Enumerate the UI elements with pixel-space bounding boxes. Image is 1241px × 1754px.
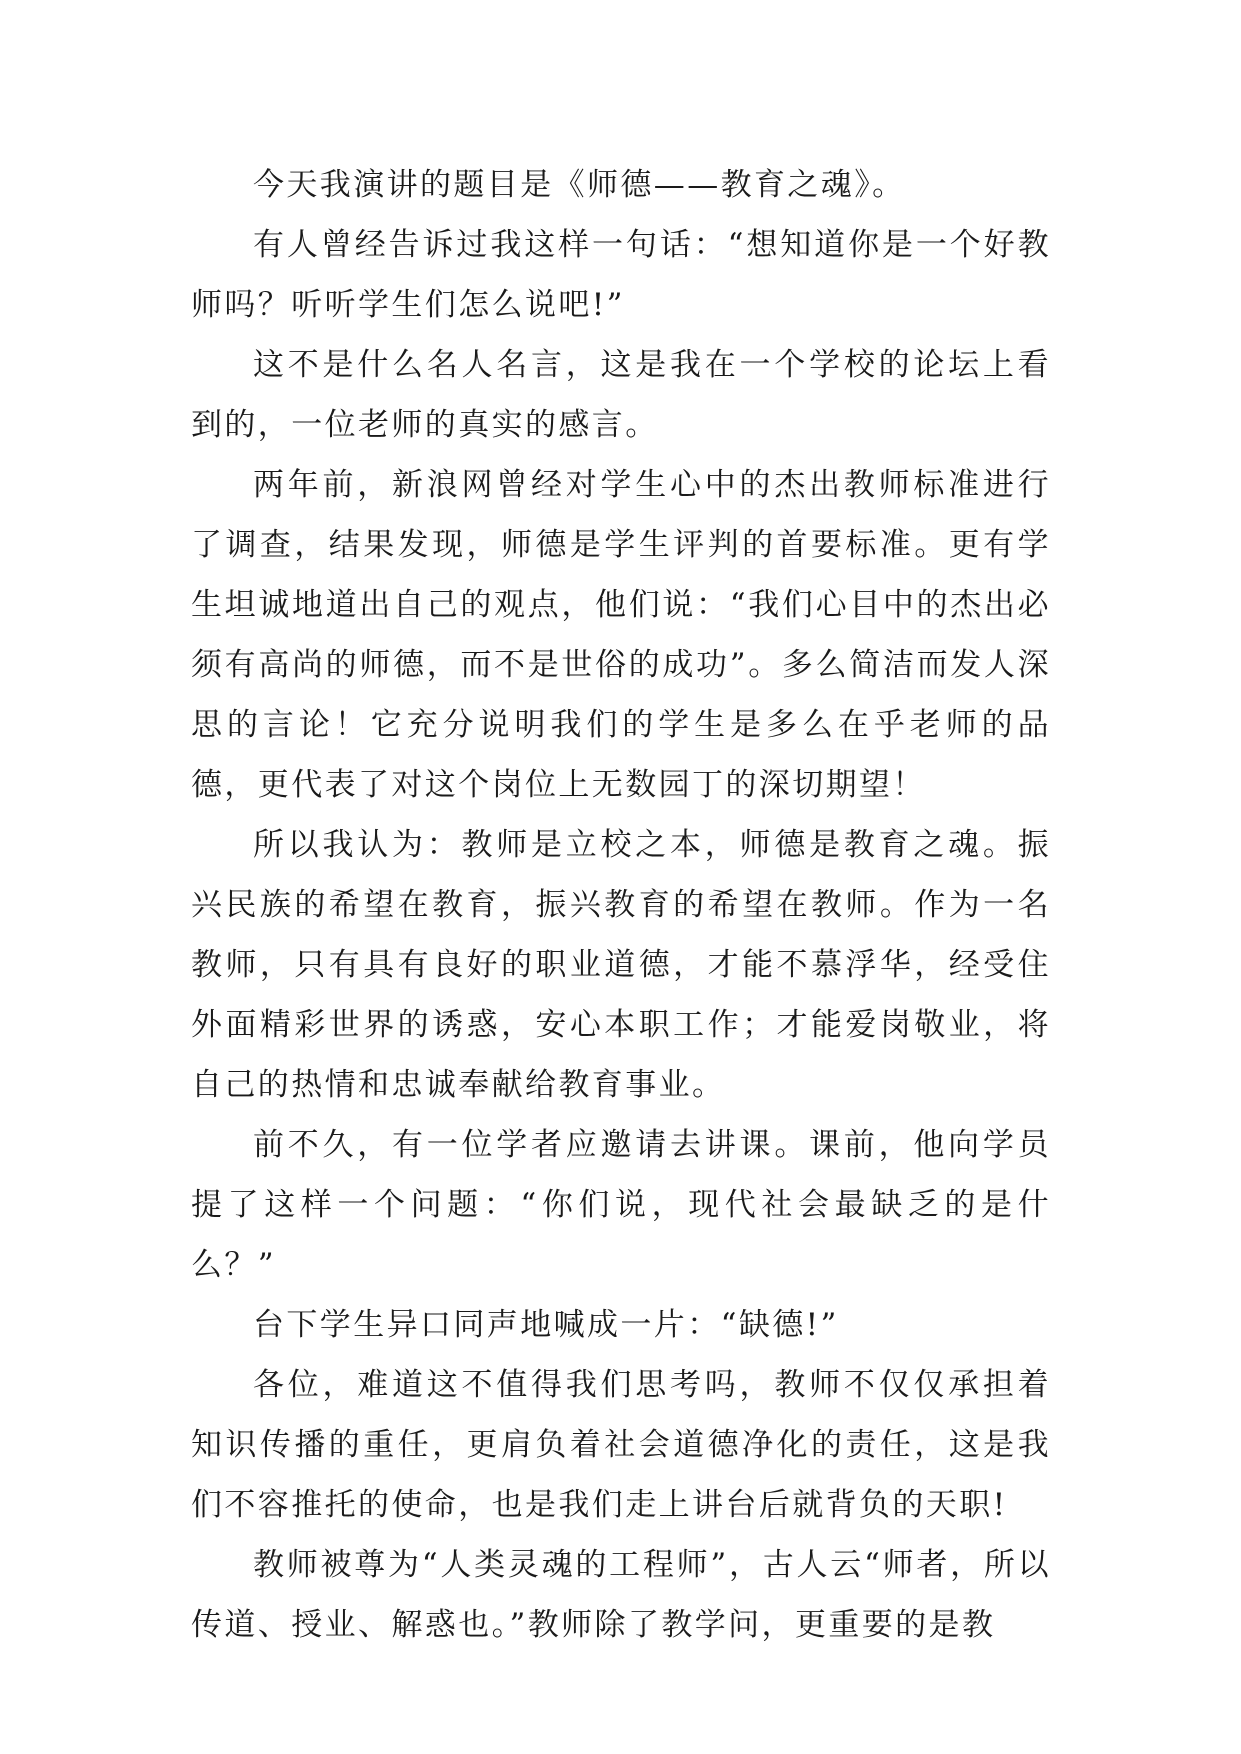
paragraph: 教师被尊为“人类灵魂的工程师”，古人云“师者，所以传道、授业、解惑也。”教师除了教学问，更重要的是教 (191, 1547, 1051, 1643)
document-body (191, 155, 1051, 1655)
paragraph: 这不是什么名人名言，这是我在一个学校的论坛上看到的，一位老师的真实的感言。 (191, 347, 1051, 443)
paragraph: 两年前，新浪网曾经对学生心中的杰出教师标准进行了调查，结果发现，师德是学生评判的首要标准。更有学生坦诚地道出自己的观点，他们说：“我们心目中的杰出必须有高尚的师德，而不是世俗的成功”。多么简洁而发人深思的言论！它充分说明我们的学生是多么在乎老师的品德，更代表了对这个岗位上无数园丁的深切期望！ (191, 467, 1051, 803)
paragraph: 台下学生异口同声地喊成一片：“缺德!” (253, 1307, 839, 1343)
paragraph: 各位，难道这不值得我们思考吗，教师不仅仅承担着知识传播的重任，更肩负着社会道德净化的责任，这是我们不容推托的使命，也是我们走上讲台后就背负的天职! (191, 1367, 1051, 1523)
paragraph: 前不久，有一位学者应邀请去讲课。课前，他向学员提了这样一个问题：“你们说，现代社会最缺乏的是什么？” (191, 1127, 1051, 1283)
paragraph: 有人曾经告诉过我这样一句话：“想知道你是一个好教师吗？听听学生们怎么说吧!” (191, 227, 1051, 323)
paragraph: 今天我演讲的题目是《师德——教育之魂》。 (253, 167, 906, 203)
paragraph: 所以我认为：教师是立校之本，师德是教育之魂。振兴民族的希望在教育，振兴教育的希望在教师。作为一名教师，只有具有良好的职业道德，才能不慕浮华，经受住外面精彩世界的诱惑，安心本职工作；才能爱岗敬业，将自己的热情和忠诚奉献给教育事业。 (191, 827, 1051, 1103)
